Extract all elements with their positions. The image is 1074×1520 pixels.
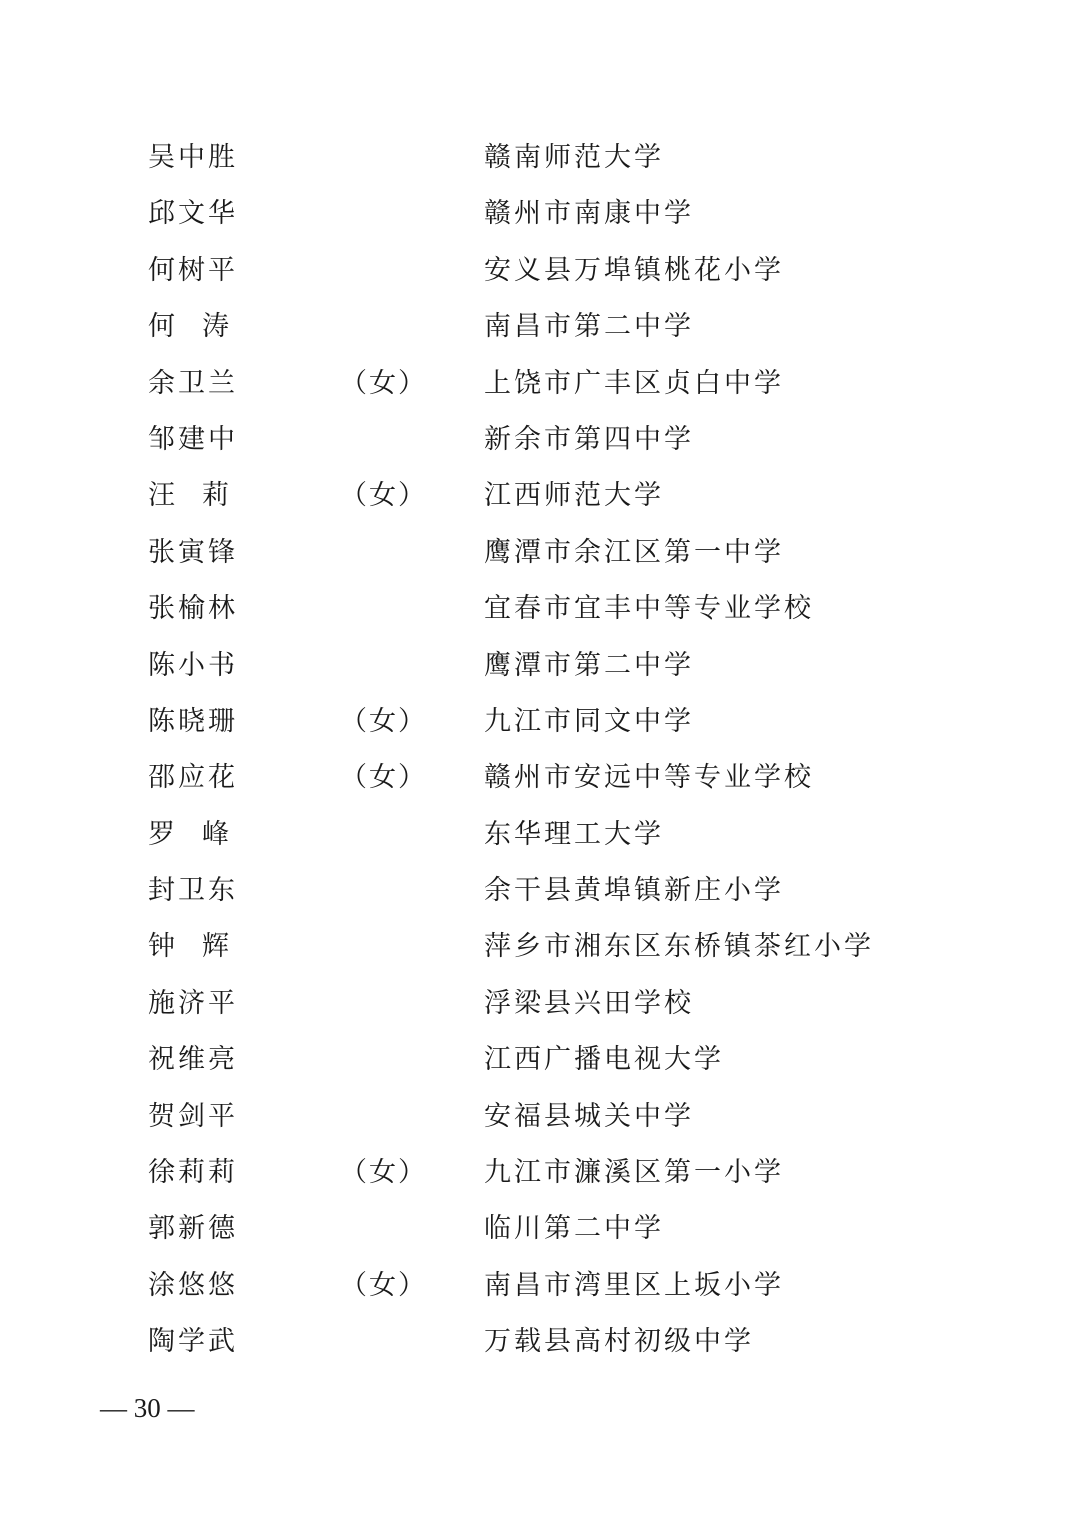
organization-name: 上饶市广丰区贞白中学 — [484, 367, 784, 399]
gender-note: （女） — [340, 367, 427, 399]
organization-name: 江西师范大学 — [484, 480, 664, 512]
person-name: 邵应花 — [148, 762, 238, 794]
list-item — [0, 412, 1074, 468]
list-item — [0, 130, 1074, 186]
list-item — [0, 919, 1074, 975]
organization-name: 赣州市南康中学 — [484, 198, 694, 230]
organization-name: 赣南师范大学 — [484, 142, 664, 173]
list-item — [0, 525, 1074, 581]
organization-name: 赣州市安远中等专业学校 — [484, 762, 814, 794]
person-name: 陈晓珊 — [148, 705, 238, 737]
person-name: 汪莉 — [148, 480, 256, 512]
organization-name: 南昌市第二中学 — [484, 311, 694, 343]
person-name: 陶学武 — [148, 1326, 238, 1358]
person-name: 张榆林 — [148, 593, 238, 625]
person-name: 封卫东 — [148, 875, 238, 907]
organization-name: 萍乡市湘东区东桥镇茶红小学 — [484, 931, 874, 963]
honoree-list — [0, 130, 1074, 1371]
list-item — [0, 750, 1074, 806]
person-name: 郭新德 — [148, 1213, 238, 1245]
organization-name: 鹰潭市第二中学 — [484, 649, 694, 681]
list-item — [0, 468, 1074, 524]
organization-name: 安义县万埠镇桃花小学 — [484, 254, 784, 286]
list-item — [0, 1145, 1074, 1201]
gender-note: （女） — [340, 480, 427, 512]
list-item — [0, 807, 1074, 863]
organization-name: 南昌市湾里区上坂小学 — [484, 1269, 784, 1301]
organization-name: 余干县黄埠镇新庄小学 — [484, 875, 784, 907]
person-name: 邹建中 — [148, 423, 238, 455]
person-name: 罗峰 — [148, 818, 256, 850]
organization-name: 鹰潭市余江区第一中学 — [484, 536, 784, 568]
person-name: 邱文华 — [148, 198, 238, 230]
organization-name: 浮梁县兴田学校 — [484, 987, 694, 1019]
organization-name: 万载县高村初级中学 — [484, 1326, 754, 1358]
organization-name: 宜春市宜丰中等专业学校 — [484, 593, 814, 625]
organization-name: 东华理工大学 — [484, 818, 664, 850]
gender-note: （女） — [340, 1269, 427, 1301]
person-name: 吴中胜 — [148, 142, 238, 173]
organization-name: 新余市第四中学 — [484, 423, 694, 455]
list-item — [0, 638, 1074, 694]
list-item — [0, 581, 1074, 637]
person-name: 施济平 — [148, 987, 238, 1019]
person-name: 何涛 — [148, 311, 256, 343]
list-item — [0, 1314, 1074, 1370]
list-item — [0, 1089, 1074, 1145]
list-item — [0, 186, 1074, 242]
person-name: 祝维亮 — [148, 1044, 238, 1076]
page-number: — 30 — — [100, 1393, 195, 1423]
list-item — [0, 1201, 1074, 1257]
list-item — [0, 356, 1074, 412]
list-item — [0, 1032, 1074, 1088]
person-name: 余卫兰 — [148, 367, 238, 399]
gender-note: （女） — [340, 762, 427, 794]
person-name: 张寅锋 — [148, 536, 238, 568]
person-name: 何树平 — [148, 254, 238, 286]
list-item — [0, 863, 1074, 919]
organization-name: 江西广播电视大学 — [484, 1044, 724, 1076]
gender-note: （女） — [340, 705, 427, 737]
list-item — [0, 976, 1074, 1032]
person-name: 徐莉莉 — [148, 1157, 238, 1189]
list-item — [0, 243, 1074, 299]
organization-name: 安福县城关中学 — [484, 1100, 694, 1132]
organization-name: 九江市濂溪区第一小学 — [484, 1157, 784, 1189]
organization-name: 临川第二中学 — [484, 1213, 664, 1245]
list-item — [0, 694, 1074, 750]
organization-name: 九江市同文中学 — [484, 705, 694, 737]
person-name: 钟辉 — [148, 931, 256, 963]
person-name: 陈小书 — [148, 649, 238, 681]
list-item — [0, 299, 1074, 355]
person-name: 贺剑平 — [148, 1100, 238, 1132]
list-item — [0, 1258, 1074, 1314]
person-name: 涂悠悠 — [148, 1269, 238, 1301]
gender-note: （女） — [340, 1157, 427, 1189]
